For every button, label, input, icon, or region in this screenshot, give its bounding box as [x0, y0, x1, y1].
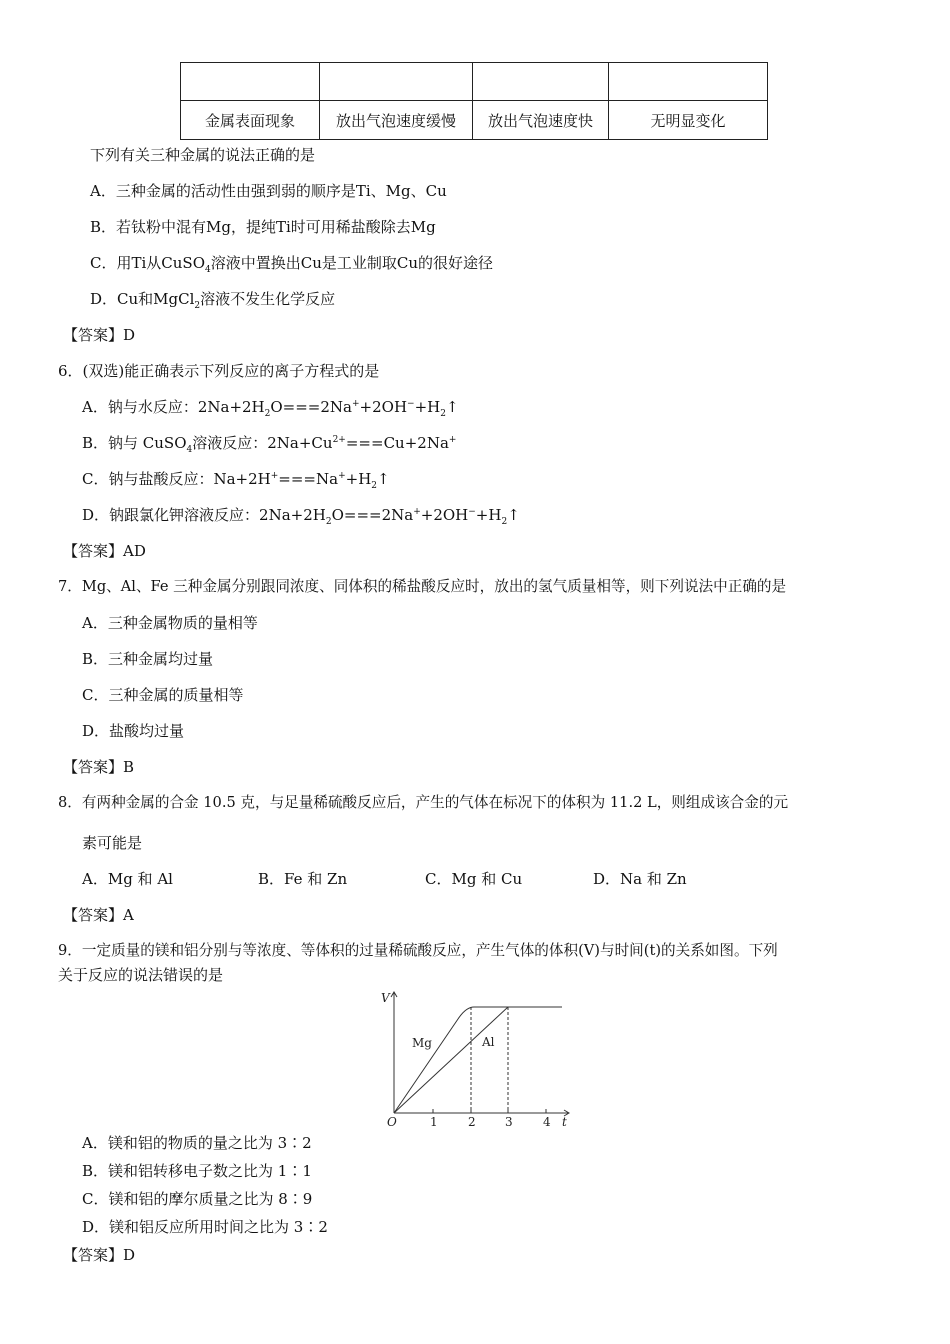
observation-table — [180, 62, 768, 140]
q9-option-c: C．镁和铝的摩尔质量之比为 8∶9 — [82, 1190, 313, 1208]
q9-stem-cont: 关于反应的说法错误的是 — [58, 966, 224, 984]
q5-option-c: C．用Ti从CuSO$_4$溶液中置换出Cu是工业制取Cu的很好途径 — [90, 254, 494, 275]
q5-stem: 下列有关三种金属的说法正确的是 — [90, 146, 316, 164]
q6-option-b: B．钠与 CuSO$_4$溶液反应：$2Na+Cu^{2+}===Cu+2Na^+$ — [82, 434, 457, 455]
q5-answer: 【答案】D — [63, 326, 136, 344]
mg-label: Mg — [412, 1036, 432, 1050]
q8-answer: 【答案】A — [63, 906, 134, 924]
q8-stem: 8．有两种金属的合金 10.5 克，与足量稀硫酸反应后，产生的气体在标况下的体积为 11.2 L，则组成该合金的元 — [58, 794, 789, 811]
q9-answer: 【答案】D — [63, 1246, 136, 1264]
tick-label: 2 — [468, 1115, 476, 1129]
q5-option-b: B．若钛粉中混有Mg，提纯Ti时可用稀盐酸除去Mg — [90, 218, 436, 236]
q9-option-b: B．镁和铝转移电子数之比为 1∶1 — [82, 1162, 312, 1180]
q7-option-d: D．盐酸均过量 — [82, 722, 185, 740]
y-axis-label: V — [381, 991, 390, 1005]
x-axis-label: t — [562, 1115, 567, 1129]
q8-stem-cont: 素可能是 — [82, 834, 143, 852]
q8-option-a: A．Mg 和 Al — [82, 870, 173, 888]
q8-option-d: D．Na 和 Zn — [593, 870, 687, 888]
table-cell — [181, 63, 320, 101]
q7-answer: 【答案】B — [63, 758, 135, 776]
table-cell — [320, 63, 473, 101]
q8-option-b: B．Fe 和 Zn — [258, 870, 348, 888]
q8-option-c: C．Mg 和 Cu — [425, 870, 523, 888]
q6-option-a: A．钠与水反应：$2Na+2H_2O===2Na^++2OH^-+H_2↑$ — [82, 398, 459, 419]
al-curve — [394, 1007, 508, 1113]
q7-stem: 7．Mg、Al、Fe 三种金属分别跟同浓度、同体积的稀盐酸反应时，放出的氢气质量相等，则下列说法中正确的是 — [58, 578, 787, 595]
mg-curve — [394, 1007, 562, 1113]
table-row — [181, 63, 768, 101]
q6-option-d: D．钠跟氯化钾溶液反应：$2Na+2H_2O===2Na^++2OH^-+H_2↑$ — [82, 506, 520, 527]
q9-option-d: D．镁和铝反应所用时间之比为 3∶2 — [82, 1218, 328, 1236]
table-row — [181, 101, 768, 140]
q9-stem: 9．一定质量的镁和铝分别与等浓度、等体积的过量稀硫酸反应，产生气体的体积(V)与时间(t)的关系如图。下列 — [58, 942, 778, 959]
q6-option-c: C．钠与盐酸反应：$Na+2H^+===Na^++H_2↑$ — [82, 470, 390, 491]
q7-option-c: C．三种金属的质量相等 — [82, 686, 244, 704]
volume-time-graph — [370, 985, 580, 1130]
origin-label: O — [387, 1115, 397, 1129]
q9-option-a: A．镁和铝的物质的量之比为 3∶2 — [82, 1134, 312, 1152]
tick-label: 1 — [430, 1115, 438, 1129]
q5-option-d: D．Cu和MgCl$_2$溶液不发生化学反应 — [90, 290, 336, 311]
q5-option-a: A．三种金属的活动性由强到弱的顺序是Ti、Mg、Cu — [90, 182, 447, 200]
tick-label: 4 — [543, 1115, 551, 1129]
table-cell: 金属表面现象 — [181, 101, 320, 140]
table-cell — [609, 63, 768, 101]
table-cell: 放出气泡速度缓慢 — [320, 101, 473, 140]
table-cell: 无明显变化 — [609, 101, 768, 140]
al-label: Al — [482, 1035, 495, 1049]
table-cell — [473, 63, 609, 101]
q7-option-b: B．三种金属均过量 — [82, 650, 214, 668]
q6-answer: 【答案】AD — [63, 542, 146, 560]
q6-stem: 6．(双选)能正确表示下列反应的离子方程式的是 — [58, 362, 380, 380]
table-cell: 放出气泡速度快 — [473, 101, 609, 140]
tick-label: 3 — [505, 1115, 513, 1129]
q7-option-a: A．三种金属物质的量相等 — [82, 614, 258, 632]
